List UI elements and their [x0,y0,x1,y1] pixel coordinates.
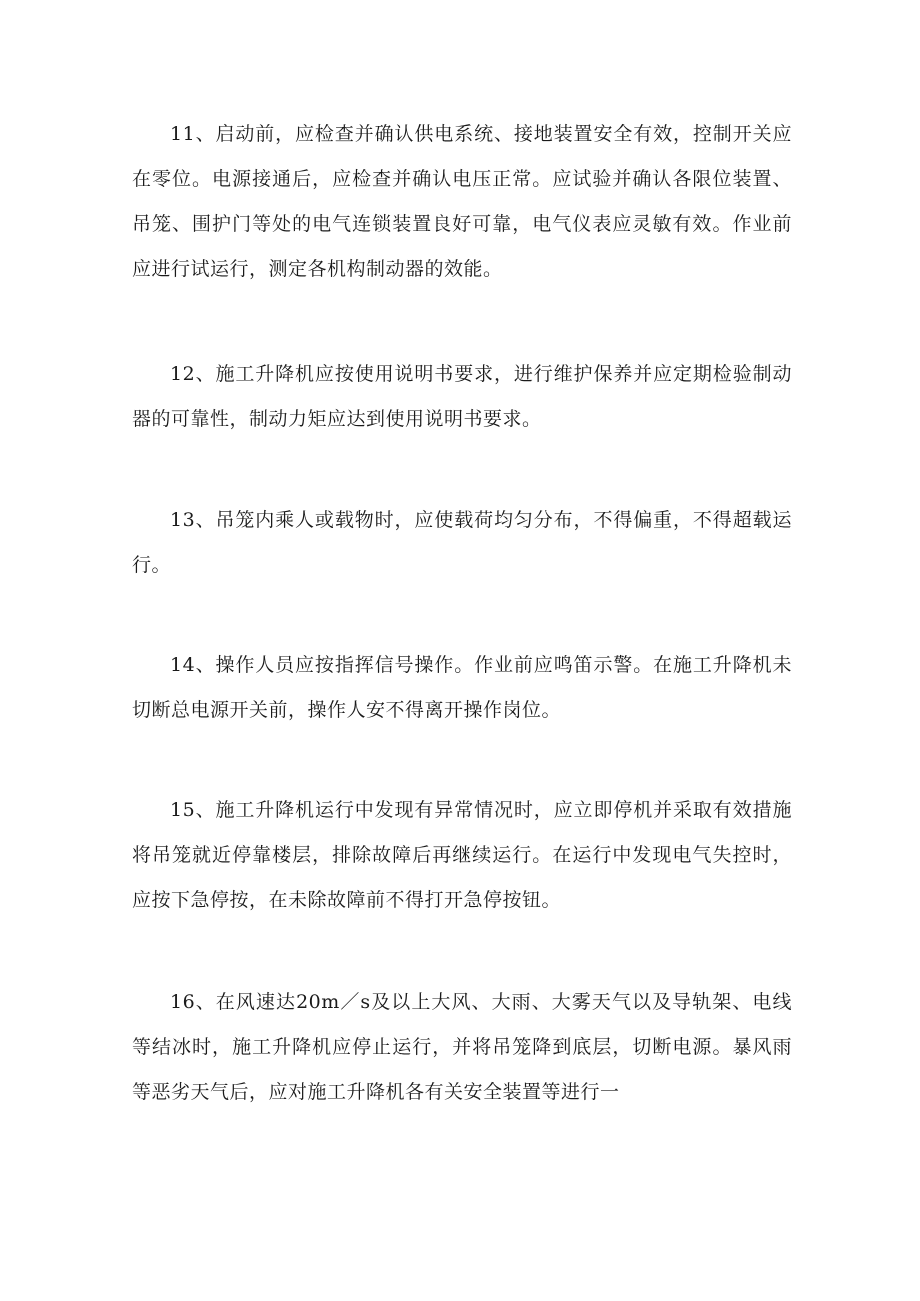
paragraph-14: 14、操作人员应按指挥信号操作。作业前应鸣笛示警。在施工升降机未切断总电源开关前，操作人安不得离开操作岗位。 [132,654,792,721]
paragraph-15: 15、施工升降机运行中发现有异常情况时，应立即停机并采取有效措施将吊笼就近停靠楼层，排除故障后再继续运行。在运行中发现电气失控时，应按下急停按，在未除故障前不得打开急停按钮。 [132,799,792,911]
paragraph-11: 11、启动前，应检查并确认供电系统、接地装置安全有效，控制开关应在零位。电源接通后，应检查并确认电压正常。应试验并确认各限位装置、吊笼、围护门等处的电气连锁装置良好可靠，电气仪表应灵敏有效。作业前应进行试运行，测定各机构制动器的效能。 [132,123,792,280]
paragraph-13: 13、吊笼内乘人或载物时，应使载荷均匀分布，不得偏重，不得超载运行。 [132,509,792,576]
paragraph-16: 16、在风速达20m／s及以上大风、大雨、大雾天气以及导轨架、电线等结冰时，施工升降机应停止运行，并将吊笼降到底层，切断电源。暴风雨等恶劣天气后，应对施工升降机各有关安全装置等进行一 [132,991,792,1103]
paragraph-12: 12、施工升降机应按使用说明书要求，进行维护保养并应定期检验制动器的可靠性，制动力矩应达到使用说明书要求。 [132,363,792,430]
